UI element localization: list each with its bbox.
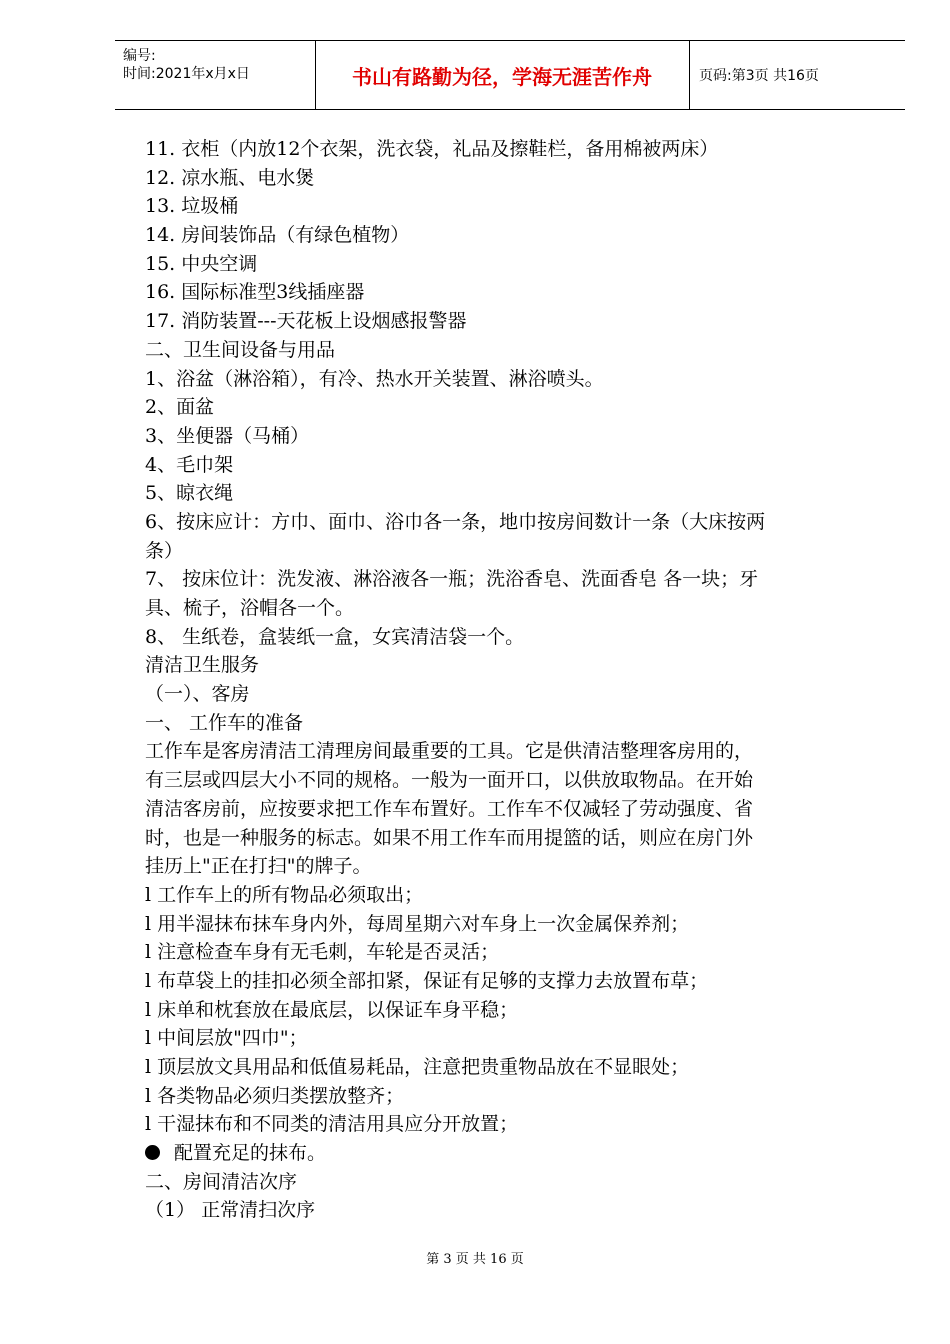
page-header [115, 40, 905, 110]
text-line: （1） 正常清扫次序 [145, 1199, 316, 1222]
text-line: 清洁客房前，应按要求把工作车布置好。工作车不仅减轻了劳动强度、省 [145, 797, 754, 820]
page-info-text: 页码:第3页 共16页 [699, 68, 819, 84]
bullet-text: 配置充足的抹布。 [174, 1142, 327, 1165]
bullet-icon [145, 1145, 160, 1160]
text-line: 3、坐便器（马桶） [145, 424, 310, 447]
text-line: 6、按床应计：方巾、面巾、浴巾各一条，地巾按房间数计一条（大床按两 [145, 510, 766, 533]
text-line: 2、面盆 [145, 396, 215, 419]
text-line: 工作车是客房清洁工清理房间最重要的工具。它是供清洁整理客房用的， [145, 740, 754, 763]
text-line: （一）、客房 [145, 683, 250, 706]
text-line: 12. 凉水瓶、电水煲 [145, 166, 315, 189]
text-line: 5、晾衣绳 [145, 482, 234, 505]
text-line: 1、浴盆（淋浴箱），有冷、热水开关装置、淋浴喷头。 [145, 367, 604, 390]
text-line: 16. 国际标准型3线插座器 [145, 281, 365, 304]
header-page-info [689, 41, 905, 109]
text-lines [145, 135, 880, 1139]
text-line: 时，也是一种服务的标志。如果不用工作车而用提篮的话，则应在房门外 [145, 826, 754, 849]
text-line: l 各类物品必须归类摆放整齐； [145, 1084, 405, 1107]
text-line: 具、梳子，浴帽各一个。 [145, 597, 355, 619]
text-line: l 床单和枕套放在最底层，以保证车身平稳； [145, 998, 519, 1021]
text-line: 有三层或四层大小不同的规格。一般为一面开口，以供放取物品。在开始 [145, 769, 754, 792]
text-line: l 注意检查车身有无毛刺，车轮是否灵活； [145, 941, 500, 964]
text-line: 一、 工作车的准备 [145, 711, 304, 734]
text-line: 14. 房间装饰品（有绿色植物） [145, 224, 410, 247]
document-body [145, 135, 880, 1225]
text-line: 条） [145, 539, 184, 562]
text-line: 8、 生纸卷，盒装纸一盒，女宾清洁袋一个。 [145, 625, 525, 648]
text-line: 13. 垃圾桶 [145, 195, 239, 218]
tail-lines [145, 1168, 880, 1225]
bullet-item [145, 1139, 880, 1168]
text-line: 17. 消防装置---天花板上设烟感报警器 [145, 310, 467, 333]
text-line: l 用半湿抹布抹车身内外，每周星期六对车身上一次金属保养剂； [145, 912, 690, 935]
text-line: 11. 衣柜（内放12个衣架，洗衣袋，礼品及擦鞋栏，备用棉被两床） [145, 138, 719, 160]
header-meta [115, 41, 316, 109]
text-line: l 中间层放"四巾"； [145, 1027, 308, 1050]
text-line: l 工作车上的所有物品必须取出； [145, 883, 424, 906]
footer-page-number: 第 3 页 共 16 页 [426, 1252, 524, 1267]
text-line: l 布草袋上的挂扣必须全部扣紧，保证有足够的支撑力去放置布草； [145, 969, 709, 992]
page-footer [0, 1248, 950, 1267]
text-line: 清洁卫生服务 [145, 654, 260, 677]
text-line: 4、毛巾架 [145, 453, 234, 476]
header-motto: 书山有路勤为径，学海无涯苦作舟 [315, 41, 690, 109]
text-line: 15. 中央空调 [145, 252, 258, 275]
text-line: l 顶层放文具用品和低值易耗品，注意把贵重物品放在不显眼处； [145, 1056, 690, 1078]
text-line: 二、卫生间设备与用品 [145, 338, 336, 361]
text-line: 7、 按床位计：洗发液、淋浴液各一瓶；洗浴香皂、洗面香皂 各一块；牙 [145, 568, 759, 591]
number-label: 编号: [123, 48, 156, 64]
time-label: 时间:2021年x月x日 [123, 66, 250, 82]
text-line: 挂历上"正在打扫"的牌子。 [145, 855, 372, 878]
text-line: l 干湿抹布和不同类的清洁用具应分开放置； [145, 1113, 519, 1136]
text-line: 二、房间清洁次序 [145, 1170, 298, 1193]
